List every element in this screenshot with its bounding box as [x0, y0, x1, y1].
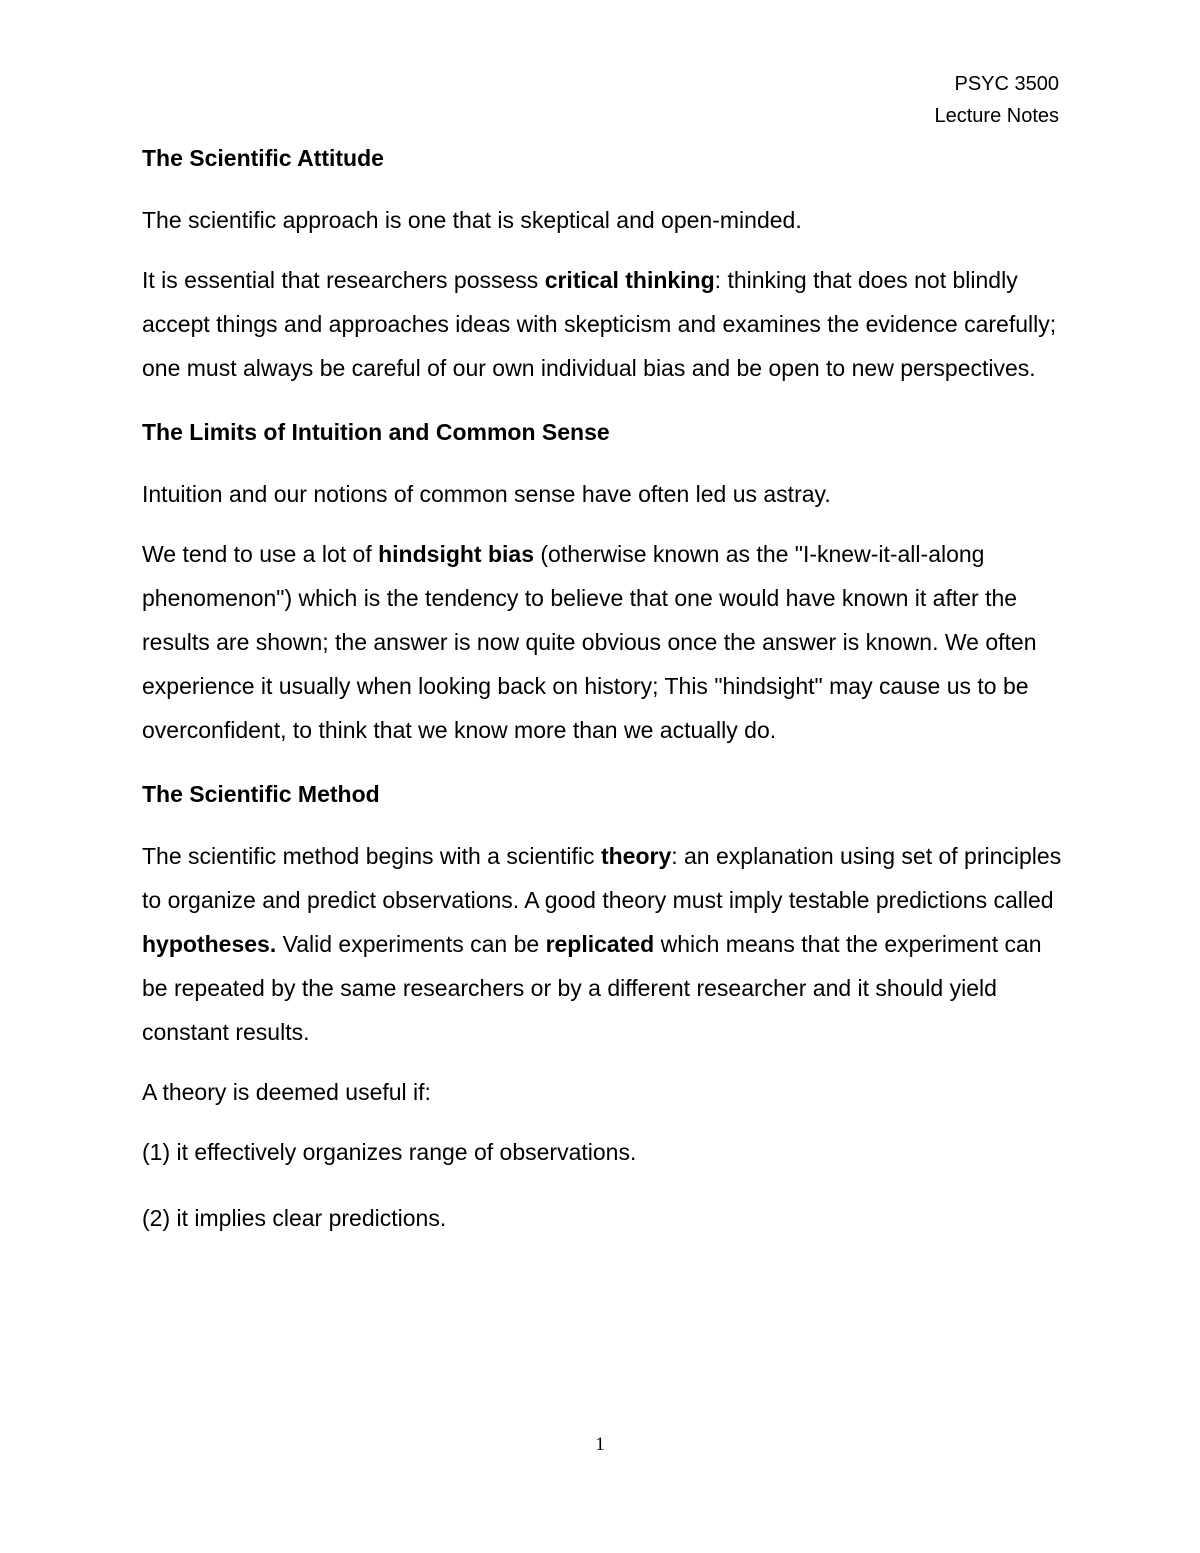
document-body — [142, 138, 1067, 1240]
paragraph-text: : an explanation using set of principles to organize and predict observations. A good theory must imply testable predictions called — [142, 843, 1062, 913]
key-term-hypotheses: hypotheses. — [142, 931, 277, 957]
course-code: PSYC 3500 — [954, 73, 1059, 95]
key-term-replicated: replicated — [545, 931, 655, 957]
section-heading-scientific-attitude: The Scientific Attitude — [142, 145, 384, 171]
paragraph-text: (otherwise known as the "I-knew-it-all-along phenomenon") which is the tendency to believe that one would have known it after the results are shown; the answer is now quite obvious once the answer is known. We often experience it usually when looking back on history; This "hindsight" may cause us to be overconfident, to think that we know more than we actually do. — [142, 541, 1037, 743]
key-term-critical-thinking: critical thinking — [544, 267, 715, 293]
list-item: (1) it effectively organizes range of observations. — [142, 1139, 637, 1165]
section-heading-limits-of-intuition: The Limits of Intuition and Common Sense — [142, 419, 610, 445]
paragraph-text: The scientific method begins with a scientific — [142, 843, 601, 869]
page-number: 1 — [595, 1434, 605, 1455]
key-term-hindsight-bias: hindsight bias — [378, 541, 534, 567]
key-term-theory: theory — [600, 843, 672, 869]
list-item: (2) it implies clear predictions. — [142, 1205, 447, 1231]
paragraph-scientific-method — [142, 834, 1067, 1054]
document-type: Lecture Notes — [934, 105, 1059, 127]
paragraph-text: which means that the experiment can be repeated by the same researchers or by a different researcher and it should yield constant results. — [142, 931, 1042, 1045]
paragraph-hindsight-bias — [142, 532, 1067, 752]
paragraph: A theory is deemed useful if: — [142, 1079, 431, 1105]
paragraph-critical-thinking — [142, 258, 1067, 390]
section-heading-scientific-method: The Scientific Method — [142, 781, 380, 807]
paragraph: Intuition and our notions of common sense have often led us astray. — [142, 481, 831, 507]
paragraph: The scientific approach is one that is skeptical and open-minded. — [142, 207, 802, 233]
paragraph-text: We tend to use a lot of — [142, 541, 379, 567]
paragraph-text: : thinking that does not blindly accept things and approaches ideas with skepticism and examines the evidence carefully; one must always be careful of our own individual bias and be open to new perspectives. — [142, 267, 1057, 381]
paragraph-text: It is essential that researchers possess — [142, 267, 545, 293]
paragraph-text: Valid experiments can be — [276, 931, 546, 957]
page-header — [934, 68, 1059, 132]
